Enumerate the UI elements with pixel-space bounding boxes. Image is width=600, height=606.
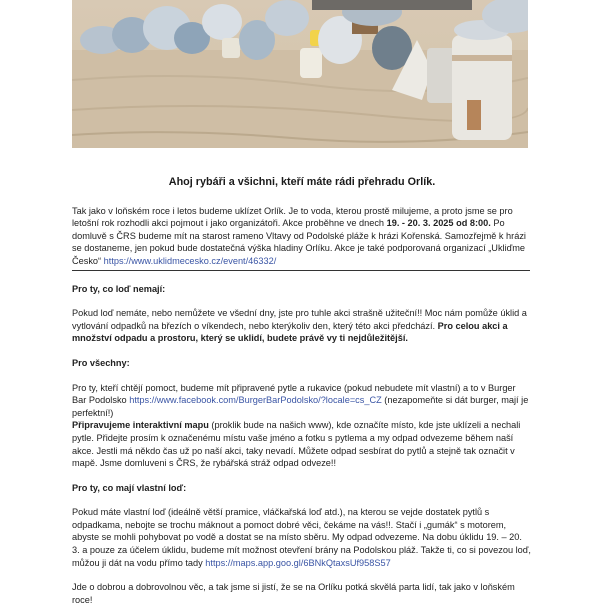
page-title: Ahoj rybáři a všichni, kteří máte rádi přehradu Orlík. [168,176,436,188]
section-heading-own-boat: Pro ty, co mají vlastní loď: [72,482,187,493]
section-heading-no-boat: Pro ty, co loď nemají: [72,283,166,294]
header-photo [72,0,528,148]
everyone-text: Pro ty, kteří chtějí pomoct, budeme mít připravené pytle a rukavice (pokud nebudete mít vlastní) a to v Burger Bar Podolsko [72,382,516,406]
event-date: 19. - 20. 3. 2025 od 8:00. [386,218,491,229]
own-boat-text: Pokud máte vlastní loď (ideálně větší pramice, vláčkařská loď atd.), na kterou se vejde dostatek pytlů s odpadkama, nebojte se trochu máknout a pomoct dobré věci, čekáme na vás!!. Stačí i „gumák“ s motorem, abyste se mohli pohybovat po vodě a dostat se na místo sběru. My odpad odvezeme. Na dobu úklidu 19. – 20. 3. a pouze za účelem úklidu, budeme mít možnost otevření brány na Podolskou pláž. Takže ti, co si povezou loď, můžou ji dát na vodu přímo tady [72,507,531,568]
trash-bags-photo-icon [72,0,528,148]
everyone-text-3: (proklik bude na našich www), kde označíte místo, kde jste uklízeli a nechali pytle. Přidejte prosím k označenému místu vaše jméno a fotku s pytlema a my odpad odvezeme během naší akce. Jestli má někdo čas už po naší akci, taky nevadí. Můžete odpad sesbírat do pytlů a stejně tak označit v mapě. Jsme domluveni s ČRS, že rybářská stráž odpad odveze!! [72,420,521,469]
burger-bar-link[interactable]: https://www.facebook.com/BurgerBarPodolsko/?locale=cs_CZ [129,395,382,406]
intro-text: Tak jako v loňském roce i letos budeme uklízet Orlík. Je to voda, kterou prostě milujeme, a proto jsme se pro letošní rok rozhodli akci pojmout i jako organizátoři. Akce proběhne ve dnech [72,205,513,229]
no-boat-bold-text: Pro celou akci a množství odpadu a prostoru, který se uklidí, budete právě vy ti nejdůležitější. [72,320,508,344]
section-everyone-text [72,382,532,470]
section-own-boat-text [72,506,532,569]
interactive-map-bold: Připravujeme interaktivní mapu [72,420,209,431]
section-heading-everyone: Pro všechny: [72,357,130,368]
closing-paragraph: Jde o dobrou a dobrovolnou věc, a tak jsme si jistí, že se na Orlíku potká skvělá parta lidí, tak jako v loňském roce! [72,582,515,605]
intro-text-2: Po domluvě s ČRS budeme mít na starost rameno Vltavy od Podolské pláže k hrázi Kořenská. Samozřejmě k hrázi se dostaneme, jen pokud bude dostatečná výška hladiny Orlíku. Akce je také podporovaná organizací „Ukliďme Česko“ [72,218,526,266]
everyone-text-2: (nezapomeňte si dát burger, mají je perfektní!) [72,395,529,418]
no-boat-text: Pokud loď nemáte, nebo nemůžete ve všední dny, jste pro tuhle akci strašně užiteční!! Moc nám pomůže úklid a vytlování odpadků na březích o víkendech, nebo kterýkoliv den, který této akci předchází. [72,308,527,331]
section-no-boat-text [72,307,532,345]
uklidme-cesko-link[interactable]: https://www.uklidmecesko.cz/event/46332/ [103,255,277,266]
document-body [72,176,532,606]
podolsko-map-link[interactable]: https://maps.app.goo.gl/6BNkQtaxsUf958S57 [205,557,391,568]
intro-paragraph [72,205,532,268]
